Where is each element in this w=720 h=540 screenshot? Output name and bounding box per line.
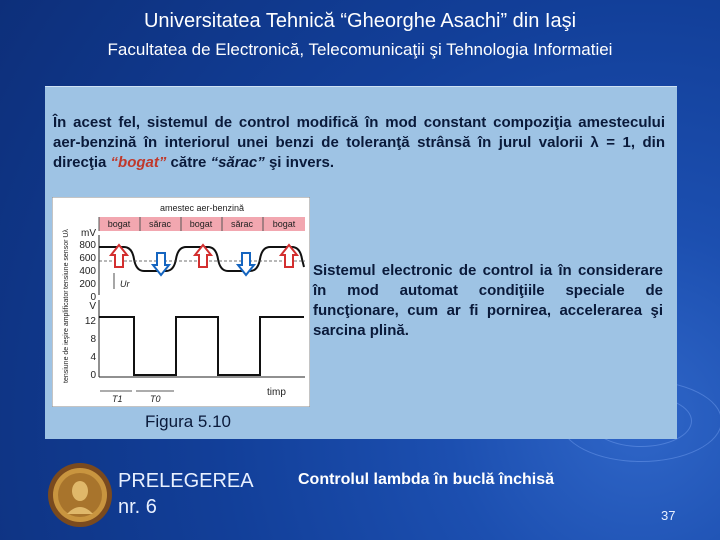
lambda-control-figure (52, 197, 310, 407)
strip-label-rich: bogat (107, 219, 131, 229)
lecture-number: nr. 6 (118, 496, 157, 518)
time-axis-label: timp (267, 387, 286, 398)
lower-tick: 0 (90, 370, 96, 381)
upper-tick: 200 (79, 279, 96, 290)
figure-caption: Figura 5.10 (145, 412, 231, 431)
intro-text-1: În acest fel, sistemul de control modifică în mod constant compoziţia amestecului aer-benzină în interiorul unei benzi de toleranţă strânsă în jurul valorii λ = 1, din direcţia (53, 114, 665, 171)
side-paragraph: Sistemul electronic de control ia în considerare în mod automat condiţiile speciale de funcţionare, cum ar fi pornirea, accelerarea şi sarcina plină. (313, 262, 663, 339)
lean-word: “sărac” (210, 154, 265, 171)
t1-label: T1 (112, 394, 123, 404)
intro-text-2: către (166, 154, 211, 171)
upper-unit-label: mV (81, 228, 96, 239)
upper-axis-label: tensiune sensor Uλ (63, 229, 70, 289)
upper-tick: 400 (79, 266, 96, 277)
lower-unit-label: V (89, 301, 96, 312)
strip-label-lean: sărac (148, 219, 172, 229)
rich-word: “bogat” (110, 154, 167, 171)
intro-paragraph (53, 113, 665, 173)
strip-label-lean: sărac (230, 219, 254, 229)
lecture-topic: Controlul lambda în buclă închisă (298, 471, 555, 488)
upper-tick: 800 (79, 240, 96, 251)
lower-tick: 8 (90, 334, 96, 345)
t0-label: T0 (150, 394, 161, 404)
mixture-label: amestec aer-benzină (159, 203, 245, 213)
university-title: Universitatea Tehnică “Gheorghe Asachi” din Iaşi (143, 10, 577, 32)
upper-tick: 0 (90, 292, 96, 303)
content-panel (45, 86, 677, 439)
strip-label-rich: bogat (272, 219, 296, 229)
intro-text-3: şi invers. (264, 154, 334, 171)
strip-label-rich: bogat (189, 219, 213, 229)
faculty-title: Facultatea de Electronică, Telecomunicaţii şi Tehnologia Informatiei (107, 40, 613, 59)
lower-axis-label: tensiune de ieşire amplificator (63, 290, 70, 383)
university-seal-icon (47, 462, 113, 528)
lecture-title: PRELEGEREA (118, 470, 254, 492)
upper-tick: 600 (79, 253, 96, 264)
ur-label: Ur (120, 279, 130, 289)
page-number: 37 (661, 508, 676, 523)
lower-tick: 4 (90, 352, 96, 363)
lecture-label (118, 468, 254, 520)
lower-tick: 12 (84, 316, 96, 327)
